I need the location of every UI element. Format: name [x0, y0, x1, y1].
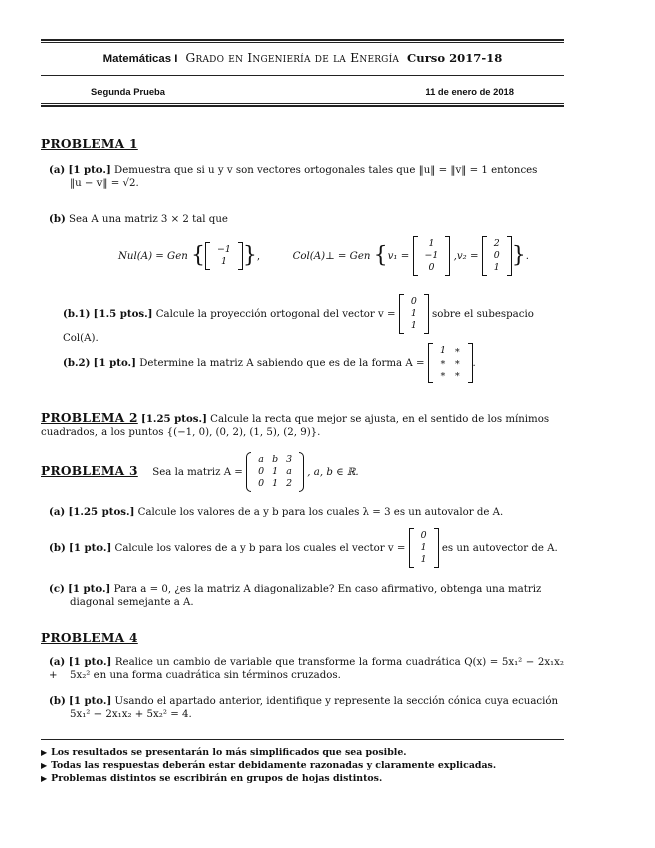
- problem-4-title: PROBLEMA 4: [41, 631, 138, 645]
- p1-item-b1: (b.1) [1.5 ptos.] Calcule la proyección ortogonal del vector v = 0 1 1 sobre el subespacio Col(A).: [63, 296, 534, 344]
- header-bottom-rule-thick: [41, 105, 564, 107]
- note-item: ▶ Los resultados se presentarán lo más simplificados que sea posible.: [41, 747, 407, 758]
- course: Curso 2017-18: [407, 51, 503, 65]
- problem-3-title: PROBLEMA 3 Sea la matriz A = a b 3 0 1 a 0 1 2 , a, b ∈ ℝ.: [41, 452, 564, 492]
- notes-rule: [41, 739, 564, 740]
- degree: Grado en Ingeniería de la Energía: [185, 50, 400, 65]
- header-top-rule: [41, 39, 564, 41]
- note-item: ▶ Todas las respuestas deberán estar debidamente razonadas y claramente explicadas.: [41, 760, 497, 771]
- problem-1-title: PROBLEMA 1: [41, 137, 138, 151]
- v1-vector: 1 −1 0: [413, 236, 451, 276]
- p3-item-c: (c) [1 pto.] Para a = 0, ¿es la matriz A diagonalizable? En caso afirmativo, obtenga una matriz: [49, 583, 542, 595]
- p1-item-b2: (b.2) [1 pto.] Determine la matriz A sabiendo que es de la forma A = 1 ∗ ∗ ∗ ∗ ∗ .: [63, 343, 563, 383]
- p1-b-equation: Nul(A) = Gen { −1 1 }, Col(A)⊥ = Gen {v₁ = 1 −1 0 ,v₂ = 2 0 1 }.: [118, 236, 558, 276]
- p4-item-b: (b) [1 pto.] Usando el apartado anterior, identifique y represente la sección cónica cuya ecuación: [49, 695, 559, 707]
- header-sub: [41, 86, 564, 97]
- triangle-bullet-icon: ▶: [41, 773, 48, 783]
- v2-vector: 2 0 1: [482, 236, 512, 276]
- p1-item-a: (a) [1 pto.] Demuestra que si u y v son vectores ortogonales tales que ‖u‖ = ‖v‖ = 1 entonces: [49, 164, 538, 176]
- p3-item-b: (b) [1 pto.] Calcule los valores de a y b para los cuales el vector v = 0 1 1 es un autovector de A.: [49, 528, 564, 568]
- p3-b-vector: 0 1 1: [409, 528, 439, 568]
- subject: Matemáticas I: [102, 53, 178, 65]
- p4-item-a-cont: 5x₂² en una forma cuadrática sin términos cruzados.: [70, 670, 341, 681]
- p3-item-c-cont: diagonal semejante a A.: [70, 597, 194, 608]
- b2-matrix: 1 ∗ ∗ ∗ ∗ ∗: [428, 343, 473, 383]
- p4-item-a: (a) [1 pto.] Realice un cambio de variable que transforme la forma cuadrática Q(x) = 5x₁² − 2x₁x₂ +: [49, 656, 564, 681]
- problem-2: PROBLEMA 2 [1.25 ptos.] Calcule la recta que mejor se ajusta, en el sentido de los mínimos cuadrados, a los puntos {(−1, 0), (0, 2), (1, 5), (2, 9)}.: [41, 411, 550, 438]
- p1-item-b: (b) Sea A una matriz 3 × 2 tal que: [49, 213, 228, 225]
- triangle-bullet-icon: ▶: [41, 760, 48, 770]
- nul-vector: −1 1: [205, 242, 243, 270]
- p4-item-b-cont: 5x₁² − 2x₁x₂ + 5x₂² = 4.: [70, 709, 192, 720]
- exam-name: Segunda Prueba: [91, 86, 165, 97]
- b1-vector: 0 1 1: [399, 294, 429, 334]
- notes: [41, 746, 564, 785]
- triangle-bullet-icon: ▶: [41, 747, 48, 757]
- header-bottom-rule: [41, 103, 564, 104]
- p1-item-a-cont: ‖u − v‖ = √2.: [70, 178, 139, 189]
- p3-matrix: a b 3 0 1 a 0 1 2: [246, 452, 304, 492]
- note-item: ▶ Problemas distintos se escribirán en grupos de hojas distintos.: [41, 773, 383, 784]
- p3-item-a: (a) [1.25 ptos.] Calcule los valores de a y b para los cuales λ = 3 es un autovalor de A.: [49, 506, 504, 518]
- header-mid-rule: [41, 75, 564, 76]
- exam-date: 11 de enero de 2018: [425, 86, 514, 97]
- header-top-rule-thin: [41, 42, 564, 43]
- header-title: [41, 50, 564, 65]
